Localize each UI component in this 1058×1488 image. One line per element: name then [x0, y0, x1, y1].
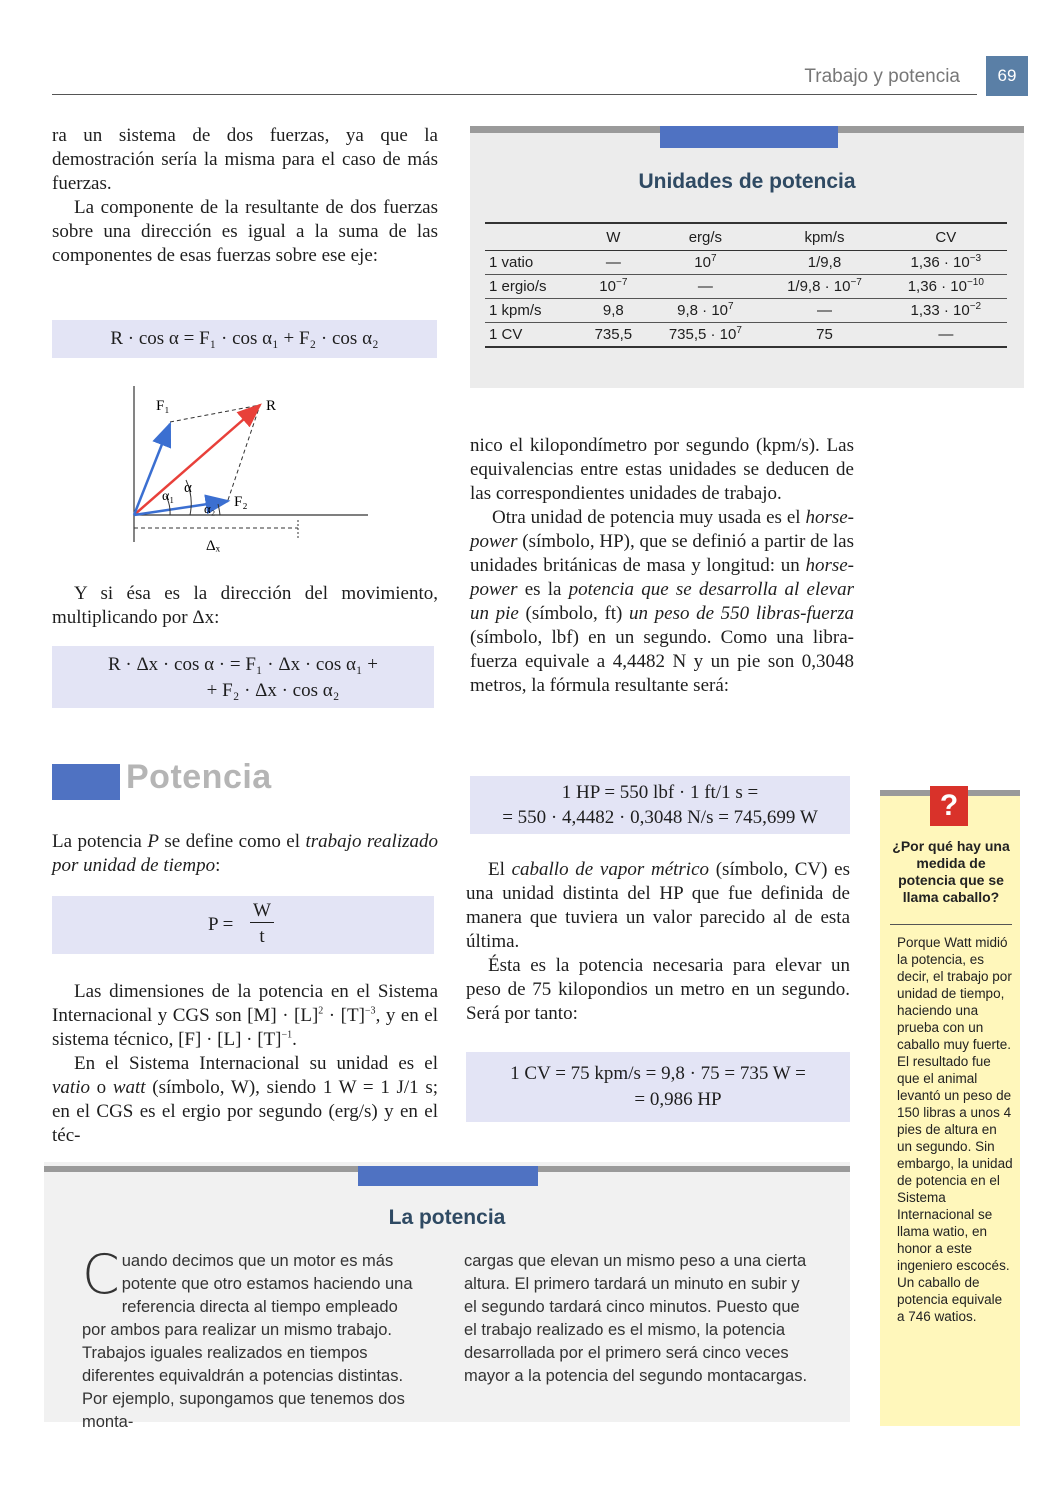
table-header-row	[485, 223, 1007, 251]
table-cell: 1/9,8	[764, 251, 884, 275]
column-header: W	[580, 223, 646, 251]
column-header: CV	[885, 223, 1007, 251]
question-icon: ?	[930, 786, 968, 826]
text-run: Otra unidad de potencia muy usada es el	[492, 507, 806, 528]
text-run: watt	[112, 1077, 146, 1098]
formula-line: R · Δx · cos α · = F₁ · Δx · cos α₁ +	[107, 654, 379, 675]
exponent: 7	[728, 301, 734, 312]
paragraph	[52, 830, 438, 878]
table-cell: 9,8	[580, 299, 646, 323]
text-run: En el Sistema Internacional su unidad es el	[74, 1053, 438, 1074]
vector-diagram	[120, 380, 380, 560]
text-run: · [T]	[323, 1005, 365, 1026]
potencia-box-col1	[82, 1243, 420, 1434]
text-run: (símbolo, HP), que se definió a partir de las unidades británicas de masa y longitud: un	[470, 531, 854, 576]
exponent: 7	[710, 253, 717, 264]
page-number: 69	[986, 56, 1028, 96]
column-header: kpm/s	[764, 223, 884, 251]
table-body	[485, 251, 1007, 348]
table-row	[485, 251, 1007, 275]
table-cell: $1,36 \cdot 10^{-3}$	[885, 251, 1007, 275]
exponent: −2	[969, 301, 982, 312]
paragraph: nico el kilopondímetro por segundo (kpm/s). Las equivalencias entre estas unidades se deducen de las correspondientes unidades de trabajo.	[470, 435, 854, 504]
text-run: P	[147, 831, 159, 852]
potencia-box-tab	[358, 1166, 538, 1186]
section-title: Potencia	[126, 758, 272, 796]
text-run: (símbolo, W), siendo 1 W = 1 J/1 s; en el CGS es el ergio por segundo (erg/s) y en el téc-	[52, 1077, 439, 1146]
formula-line: = 0,986 HP	[634, 1089, 722, 1110]
text-run: La potencia	[52, 831, 148, 852]
left-bottom-text	[52, 980, 438, 1148]
text-run: :	[215, 855, 221, 876]
formula-numerator: W	[250, 900, 274, 923]
formula-line: 1 CV = 75 kpm/s = 9,8 · 75 = 735 W =	[510, 1063, 806, 1084]
paragraph	[466, 858, 850, 954]
parallel-dash	[170, 405, 260, 422]
table-cell: —	[646, 275, 764, 299]
row-label: 1 ergio/s	[485, 275, 580, 299]
row-label: 1 vatio	[485, 251, 580, 275]
text-run: .	[292, 1029, 297, 1050]
text-run: (símbolo, ft)	[518, 603, 630, 624]
exponent: −3	[364, 1005, 376, 1017]
formula-line: 1 HP = 550 lbf · 1 ft/1 s =	[561, 782, 759, 803]
table-row	[485, 323, 1007, 348]
formula-line: = 550 · 4,4482 · 0,3048 N/s = 745,699 W	[502, 807, 818, 828]
paragraph	[52, 1052, 438, 1148]
formula-components: R · cos α = F₁ · cos α₁ + F₂ · cos α₂	[52, 320, 437, 358]
text-run: uando decimos que un motor es más potente que otro estamos haciendo una referencia directa al tiempo empleado por ambos para realizar un mismo trabajo. Trabajos iguales realizados en tiempos diferentes equivaldrán a potencias distintas. Por ejemplo, supongamos que tenemos dos monta-	[82, 1252, 413, 1431]
paragraph	[52, 980, 438, 1052]
text-run: se define como el	[158, 831, 306, 852]
label-f1: F₁	[156, 398, 170, 414]
sidebar-answer: Porque Watt midió la potencia, es decir, el trabajo por unidad de tiempo, haciendo una prueba con un caballo muy fuerte. El resultado fue que el animal levantó un peso de 150 libras a unos 4 pies de altura en un segundo. Sin embargo, la unidad de potencia en el Sistema Internacional se llama watio, en honor a este ingeniero escocés. Un caballo de potencia equivale a 746 watios.	[897, 935, 1013, 1324]
row-label: 1 kpm/s	[485, 299, 580, 323]
label-alpha1: α₁	[162, 489, 175, 504]
text-run: El	[488, 859, 512, 880]
label-alpha: α	[184, 480, 192, 496]
text-run: horse-power	[470, 555, 854, 600]
label-f2: F₂	[234, 494, 248, 510]
right-text-top	[470, 434, 854, 698]
table-cell: —	[580, 251, 646, 275]
section-marker	[52, 764, 120, 800]
table-cell: $1,36 \cdot 10^{-10}$	[885, 275, 1007, 299]
formula-power	[52, 896, 434, 954]
text-run: potencia que se desarrolla al elevar un pie	[470, 579, 854, 624]
text-run: horse-power	[470, 507, 854, 552]
exponent: −7	[850, 277, 862, 288]
column-header	[485, 223, 580, 251]
formula-hp	[470, 776, 850, 834]
text-run: es la	[517, 579, 569, 600]
exponent: 7	[736, 325, 742, 336]
potencia-box-col2: cargas que elevan un mismo peso a una cierta altura. El primero tardará un minuto en subir y el segundo tardará cinco minutos. Puesto que el trabajo realizado es el mismo, la potencia desarrollada por el primero será cinco veces mayor a la potencia del segundo montacargas.	[464, 1252, 808, 1385]
right-text-bottom	[466, 858, 850, 1026]
dropcap: C	[82, 1243, 120, 1306]
table-cell: —	[885, 323, 1007, 348]
label-dx: Δₓ	[206, 538, 220, 554]
units-box-tab	[660, 126, 838, 148]
text-run: , y en el sistema técnico, [F] · [L] · [T]	[52, 1005, 438, 1050]
text-run: (símbolo, lbf) en un segundo. Como una libra-fuerza equivale a 4,4482 N y un pie son 0,3048 metros, la fórmula resultante será:	[470, 627, 854, 696]
formula-denominator: t	[259, 926, 265, 947]
exponent: −1	[281, 1029, 293, 1041]
label-alpha2: α₂	[204, 501, 216, 516]
label-r: R	[266, 398, 277, 414]
table-cell: 75	[764, 323, 884, 348]
exponent: −7	[615, 277, 628, 288]
text-run: caballo de vapor métrico	[511, 859, 710, 880]
exponent: 2	[318, 1005, 324, 1017]
text-run: vatio	[52, 1077, 90, 1098]
exponent: −10	[966, 277, 984, 288]
table-cell: $1,33 \cdot 10^{-2}$	[885, 299, 1007, 323]
formula-cv	[466, 1052, 850, 1122]
formula-line: + F₂ · Δx · cos α₂	[206, 680, 340, 701]
row-label: 1 CV	[485, 323, 580, 348]
sidebar-question: ¿Por qué hay una medida de potencia que se llama caballo?	[892, 838, 1010, 905]
text-run: trabajo realizado por unidad de tiempo	[52, 831, 438, 876]
formula-lhs: P =	[208, 914, 234, 935]
left-intro	[52, 124, 438, 268]
header-rule	[52, 94, 977, 95]
paragraph: Ésta es la potencia necesaria para elevar un peso de 75 kilopondios un metro en un segundo. Será por tanto:	[466, 955, 850, 1024]
angle-arc	[218, 504, 220, 515]
paragraph: Y si ésa es la dirección del movimiento, multiplicando por Δx:	[52, 583, 438, 628]
potencia-box-title: La potencia	[388, 1206, 506, 1229]
running-title: Trabajo y potencia	[804, 66, 960, 87]
table-cell: $9,8 \cdot 10^7$	[646, 299, 764, 323]
table-cell: $10^7$	[646, 251, 764, 275]
column-header: erg/s	[646, 223, 764, 251]
table-row	[485, 299, 1007, 323]
paragraph	[470, 506, 854, 698]
text-run: Las dimensiones de la potencia en el Sistema Internacional y CGS son [M] · [L]	[52, 981, 438, 1026]
exponent: −3	[969, 253, 982, 264]
table-cell: $1/9,8 \cdot 10^{-7}$	[764, 275, 884, 299]
paragraph: ra un sistema de dos fuerzas, ya que la demostración sería la misma para el caso de más fuerzas.	[52, 125, 438, 194]
paragraph: La componente de la resultante de dos fuerzas sobre una dirección es igual a la suma de las componentes de esas fuerzas sobre ese eje:	[52, 197, 438, 266]
units-title: Unidades de potencia	[638, 170, 856, 193]
sidebar-rule	[890, 924, 1012, 925]
table-cell: 735,5	[580, 323, 646, 348]
units-table	[485, 222, 1007, 348]
text-run: (símbolo, CV) es una unidad distinta del HP que fue definida de manera que tuviera un valor parecido al de esta última.	[466, 859, 850, 952]
text-run: o	[90, 1077, 113, 1098]
table-row	[485, 275, 1007, 299]
formula-work-dx	[52, 646, 434, 708]
table-cell: —	[764, 299, 884, 323]
table-cell: $735,5 \cdot 10^7$	[646, 323, 764, 348]
table-cell: $10^{-7}$	[580, 275, 646, 299]
text-run: un peso de 550 libras-fuerza	[629, 603, 854, 624]
